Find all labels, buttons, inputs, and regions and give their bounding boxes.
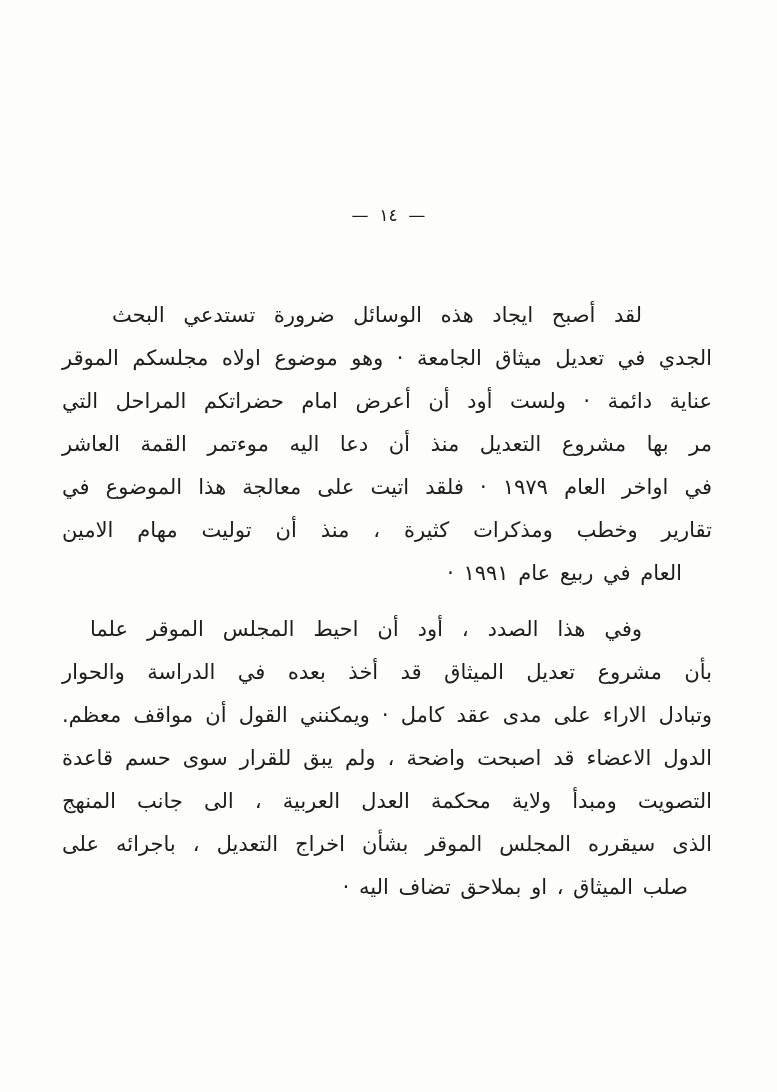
text-line: لقد أصبح ايجاد هذه الوسائل ضرورة تستدعي البحث	[112, 303, 642, 327]
text-line: بأن مشروع تعديل الميثاق قد أخذ بعده في الدراسة والحوار	[62, 660, 712, 684]
text-line: الجدي في تعديل ميثاق الجامعة · وهو موضوع اولاه مجلسكم الموقر	[62, 346, 712, 370]
text-line: مر بها مشروع التعديل منذ أن دعا اليه موءتمر القمة العاشر	[62, 432, 712, 456]
text-line: وتبادل الاراء على مدى عقد كامل · ويمكنني القول أن مواقف معظم.	[62, 703, 712, 727]
text-line: الدول الاعضاء قد اصبحت واضحة ، ولم يبق للقرار سوى حسم قاعدة	[62, 746, 712, 770]
text-line: وفي هذا الصدد ، أود أن احيط المجلس الموقر علما	[90, 617, 642, 641]
text-line: التصويت ومبدأ ولاية محكمة العدل العربية ، الى جانب المنهج	[62, 789, 712, 813]
paragraph-2	[62, 608, 712, 909]
document-body	[62, 294, 712, 909]
text-line: الذى سيقرره المجلس الموقر بشأن اخراج التعديل ، باجرائه على	[62, 832, 712, 856]
text-line: العام في ربيع عام ١٩٩١ ·	[447, 561, 682, 585]
page-number: — ١٤ —	[351, 206, 426, 226]
text-line: عناية دائمة · ولست أود أن أعرض امام حضراتكم المراحل التي	[62, 389, 712, 413]
text-line: في اواخر العام ١٩٧٩ · فلقد اتيت على معالجة هذا الموضوع في	[62, 475, 713, 499]
paragraph-1	[62, 294, 712, 595]
text-line: تقارير وخطب ومذكرات كثيرة ، منذ أن توليت مهام الامين	[62, 518, 712, 542]
text-line: صلب الميثاق ، او بملاحق تضاف اليه ·	[342, 875, 688, 899]
